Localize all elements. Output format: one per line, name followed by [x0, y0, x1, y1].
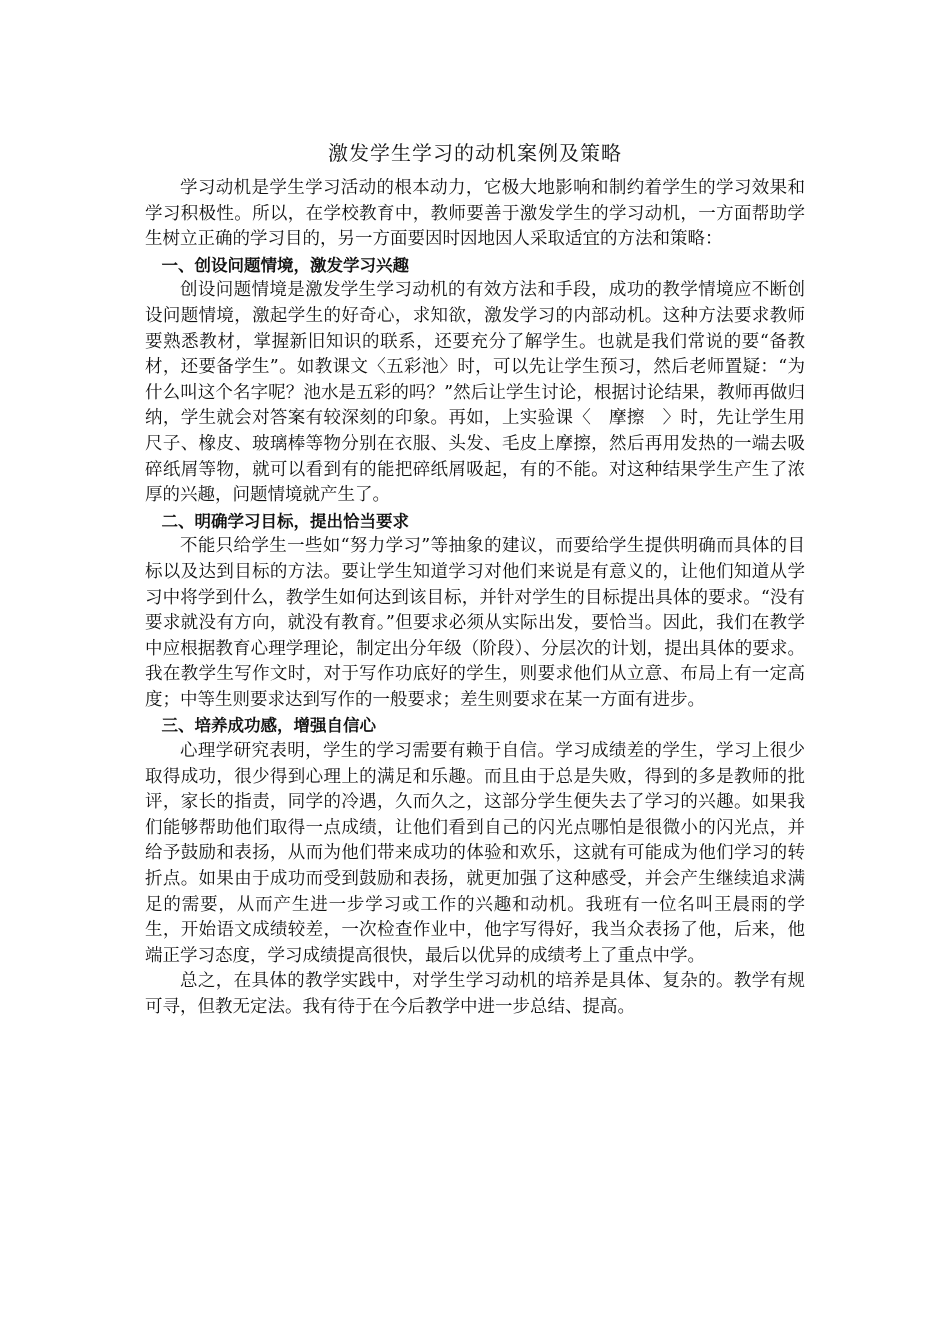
- section-heading-3: 三、培养成功感，增强自信心: [161, 716, 376, 736]
- conclusion-paragraph: 总之，在具体的教学实践中，对学生学习动机的培养是具体、复杂的。教学有规可寻，但教无定法。我有待于在今后教学中进一步总结、提高。: [145, 971, 805, 1017]
- section-heading-2: 二、明确学习目标，提出恰当要求: [161, 511, 409, 531]
- section-paragraph-1: 创设问题情境是激发学生学习动机的有效方法和手段，成功的教学情境应不断创设问题情境，激起学生的好奇心，求知欲，激发学习的内部动机。这种方法要求教师要熟悉教材，掌握新旧知识的联系，还要充分了解学生。也就是我们常说的要“备教材，还要备学生”。如教课文〈五彩池〉时，可以先让学生预习，然后老师置疑：“为什么叫这个名字呢？池水是五彩的吗？”然后让学生讨论，根据讨论结果，教师再做归纳，学生就会对答案有较深刻的印象。再如，上实验课〈 摩擦 〉时，先让学生用尺子、橡皮、玻璃棒等物分别在衣服、头发、毛皮上摩擦，然后再用发热的一端去吸碎纸屑等物，就可以看到有的能把碎纸屑吸起，有的不能。对这种结果学生产生了浓厚的兴趣，问题情境就产生了。: [145, 280, 805, 506]
- intro-paragraph: 学习动机是学生学习活动的根本动力，它极大地影响和制约着学生的学习效果和学习积极性。所以，在学校教育中，教师要善于激发学生的学习动机，一方面帮助学生树立正确的学习目的，另一方面要因时因地因人采取适宜的方法和策略：: [145, 178, 805, 250]
- section-paragraph-2: 不能只给学生一些如“努力学习”等抽象的建议，而要给学生提供明确而具体的目标以及达到目标的方法。要让学生知道学习对他们来说是有意义的，让他们知道从学习中将学到什么，教学生如何达到该目标，并针对学生的目标提出具体的要求。“没有要求就没有方向，就没有教育。”但要求必须从实际出发，要恰当。因此，我们在教学中应根据教育心理学理论，制定出分年级（阶段）、分层次的计划，提出具体的要求。我在教学生写作文时，对于写作功底好的学生，则要求他们从立意、布局上有一定高度；中等生则要求达到写作的一般要求；差生则要求在某一方面有进步。: [145, 536, 805, 710]
- section-paragraph-3: 心理学研究表明，学生的学习需要有赖于自信。学习成绩差的学生，学习上很少取得成功，很少得到心理上的满足和乐趣。而且由于总是失败，得到的多是教师的批评，家长的指责，同学的冷遇，久而久之，这部分学生便失去了学习的兴趣。如果我们能够帮助他们取得一点成绩，让他们看到自己的闪光点哪怕是很微小的闪光点，并给予鼓励和表扬，从而为他们带来成功的体验和欢乐，这就有可能成为他们学习的转折点。如果由于成功而受到鼓励和表扬，就更加强了这种感受，并会产生继续追求满足的需要，从而产生进一步学习或工作的兴趣和动机。我班有一位名叫王晨雨的学生，开始语文成绩较差，一次检查作业中，他字写得好，我当众表扬了他，后来，他端正学习态度，学习成绩提高很快，最后以优异的成绩考上了重点中学。: [145, 741, 805, 966]
- document-title: 激发学生学习的动机案例及策略: [328, 141, 622, 165]
- document-body: [145, 176, 805, 1021]
- section-heading-1: 一、创设问题情境，激发学习兴趣: [161, 255, 409, 275]
